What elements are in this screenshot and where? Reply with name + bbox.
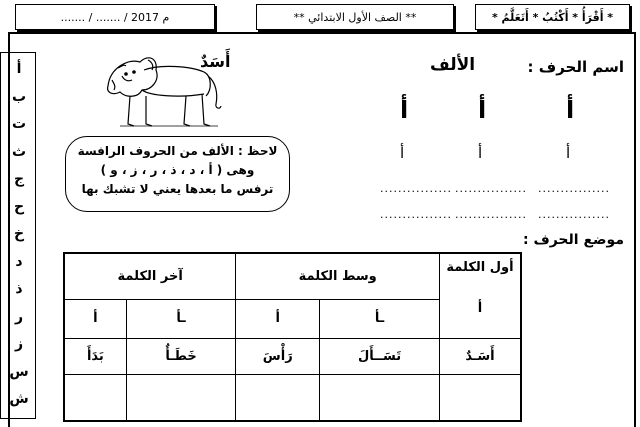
word-middle-2: رَأْسَ [236,338,320,374]
practice-small-3: أ [400,144,405,162]
blank-cell [64,374,126,421]
dotted-line: ................ [380,208,452,221]
practice-big-2: أ [478,96,487,124]
alphabet-strip [0,52,36,419]
header-middle-position: وسط الكلمة [236,253,440,300]
word-first: أَسَـدٌ [440,338,522,374]
dotted-line: ................ [455,182,527,195]
alphabet-letter: ج [13,171,25,187]
dotted-line: ................ [380,182,452,195]
form-last-separate: أ [64,300,126,338]
alphabet-letter: ث [11,143,27,160]
grade-box [256,4,454,30]
dotted-line: ................ [538,208,610,221]
alphabet-letter: ذ [15,281,23,297]
note-line-3: ترفس ما بعدها يعني لا تشبك بها [81,182,274,196]
alphabet-letter: ز [14,336,24,352]
letter-position-table [63,252,522,422]
letter-name-value: الألف [430,55,476,75]
practice-big-3: أ [400,96,409,124]
motto-text: * أَقْرَأُ * أَكْتُبُ * أَتَعَلَّمُ * [491,10,614,24]
alphabet-letter: ح [13,198,25,215]
alphabet-letter: ر [14,308,24,325]
alphabet-letter: ت [11,116,27,132]
practice-small-1: أ [566,144,571,162]
dotted-line: ................ [455,208,527,221]
word-last-2: بَدَأَ [64,338,126,374]
form-middle-connected: ـأ [320,300,440,338]
form-middle-separate: أ [236,300,320,338]
alphabet-letter: ب [11,88,27,105]
header-first-position: أول الكلمة أ [440,253,522,338]
date-box [15,4,215,30]
note-line-1: لاحظ : الألف من الحروف الرافسة [77,144,278,158]
picture-word: أَسَدٌ [200,52,231,71]
alphabet-letter: س [9,363,29,380]
practice-small-2: أ [478,144,483,162]
note-line-2: وهى ( أ ، د ، ذ ، ر ، ز ، و ) [100,163,255,177]
blank-cell [236,374,320,421]
position-label: موضع الحرف : [522,232,624,248]
alphabet-letter: أ [16,61,22,77]
alphabet-letter: خ [13,226,25,242]
grade-text: ** الصف الأول الابتدائي ** [293,10,417,24]
form-first: أ [477,301,483,316]
word-last-1: خَطَـأٌ [126,338,236,374]
alphabet-letter: ش [9,391,29,407]
motto-box [475,4,630,30]
word-middle-1: تَسَــأَلَ [320,338,440,374]
blank-cell [126,374,236,421]
date-text: ....... / ....... / 2017 م [60,10,170,24]
alphabet-letter: د [15,253,23,270]
form-last-connected: ـأ [126,300,236,338]
blank-cell [320,374,440,421]
note-box [65,136,290,212]
blank-cell [440,374,522,421]
dotted-line: ................ [538,182,610,195]
letter-name-label: اسم الحرف : [527,58,624,76]
practice-big-1: أ [566,96,575,124]
header-last-position: آخر الكلمة [64,253,236,300]
